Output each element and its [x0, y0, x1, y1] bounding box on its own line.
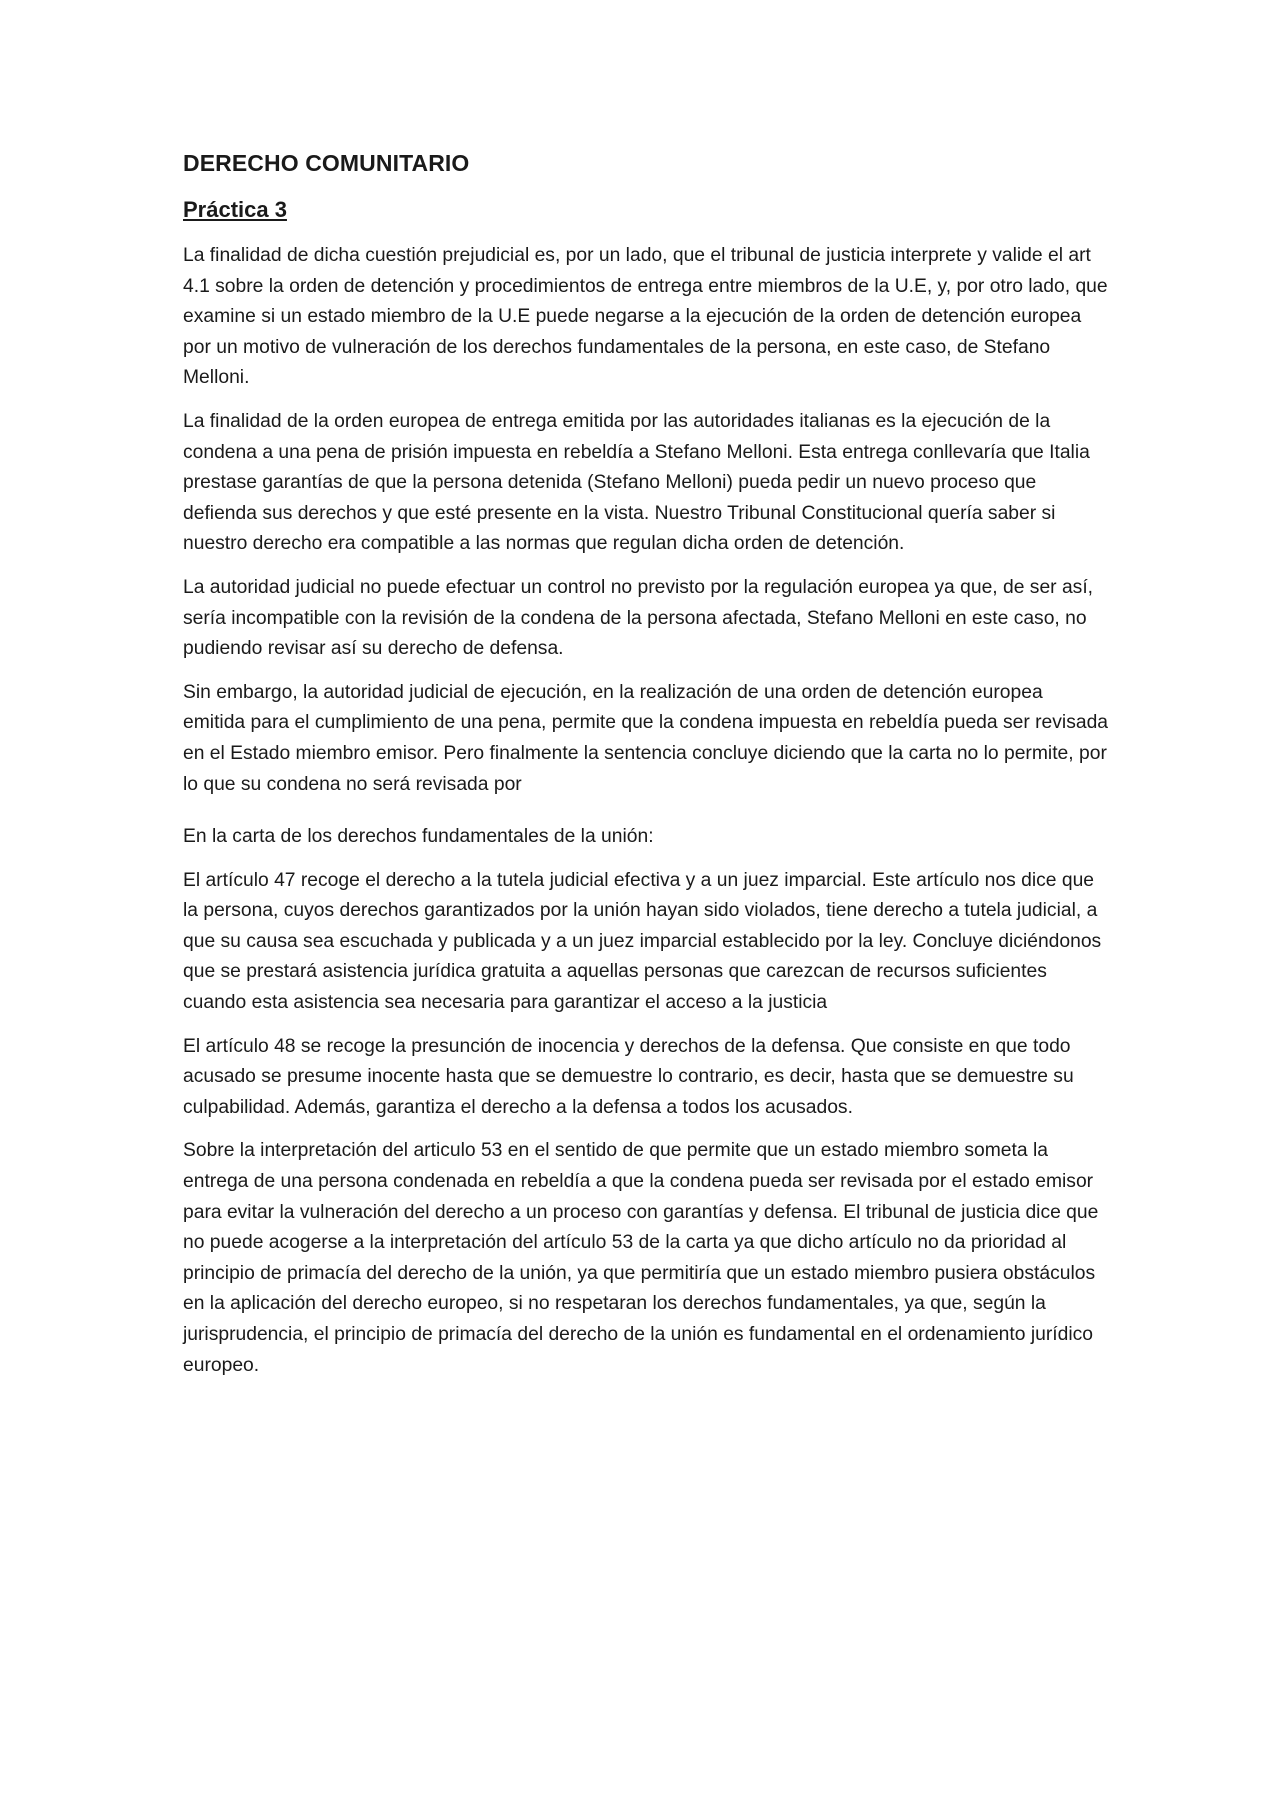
document-title: DERECHO COMUNITARIO — [183, 150, 470, 176]
paragraph-1: La finalidad de dicha cuestión prejudicial es, por un lado, que el tribunal de justicia interprete y valide el art 4.1 sobre la orden de detención y procedimientos de entrega entre miembros de la U.E, y, por otro lado, que examine si un estado miembro de la U.E puede negarse a la ejecución de la orden de detención europea por un motivo de vulneración de los derechos fundamentales de la persona, en este caso, de Stefano Melloni. — [183, 245, 1108, 389]
document-subtitle: Práctica 3 — [183, 197, 287, 222]
paragraph-4: Sin embargo, la autoridad judicial de ejecución, en la realización de una orden de detención europea emitida para el cumplimiento de una pena, permite que la condena impuesta en rebeldía pueda ser revisada en el Estado miembro emisor. Pero finalmente la sentencia concluye diciendo que la carta no lo permite, por lo que su condena no será revisada por — [183, 681, 1109, 795]
paragraph-6: El artículo 47 recoge el derecho a la tutela judicial efectiva y a un juez imparcial. Este artículo nos dice que la persona, cuyos derechos garantizados por la unión hayan sido violados, tiene derecho a tutela judicial, a que su causa sea escuchada y publicada y a un juez imparcial establecido por la ley. Concluye diciéndonos que se prestará asistencia jurídica gratuita a aquellas personas que carezcan de recursos suficientes cuando esta asistencia sea necesaria para garantizar el acceso a la justicia — [183, 869, 1102, 1014]
paragraph-2: La finalidad de la orden europea de entrega emitida por las autoridades italianas es la ejecución de la condena a una pena de prisión impuesta en rebeldía a Stefano Melloni. Esta entrega conllevaría que Italia prestase garantías de que la persona detenida (Stefano Melloni) pueda pedir un nuevo proceso que defienda sus derechos y que esté presente en la vista. Nuestro Tribunal Constitucional quería saber si nuestro derecho era compatible a las normas que regulan dicha orden de detención. — [183, 410, 1090, 555]
paragraph-5: En la carta de los derechos fundamentales de la unión: — [183, 826, 654, 848]
paragraph-7: El artículo 48 se recoge la presunción de inocencia y derechos de la defensa. Que consiste en que todo acusado se presume inocente hasta que se demuestre lo contrario, es decir, hasta que se demuestre su culpabilidad. Además, garantiza el derecho a la defensa a todos los acusados. — [183, 1035, 1074, 1118]
paragraph-3: La autoridad judicial no puede efectuar un control no previsto por la regulación europea ya que, de ser así, sería incompatible con la revisión de la condena de la persona afectada, Stefano Melloni en este caso, no pudiendo revisar así su derecho de defensa. — [183, 576, 1094, 660]
paragraph-8: Sobre la interpretación del articulo 53 en el sentido de que permite que un estado miembro someta la entrega de una persona condenada en rebeldía a que la condena pueda ser revisada por el estado emisor para evitar la vulneración del derecho a un proceso con garantías y defensa. El tribunal de justicia dice que no puede acogerse a la interpretación del artículo 53 de la carta ya que dicho artículo no da prioridad al principio de primacía del derecho de la unión, ya que permitiría que un estado miembro pusiera obstáculos en la aplicación del derecho europeo, si no respetaran los derechos fundamentales, ya que, según la jurisprudencia, el principio de primacía del derecho de la unión es fundamental en el ordenamiento jurídico europeo. — [183, 1140, 1099, 1376]
